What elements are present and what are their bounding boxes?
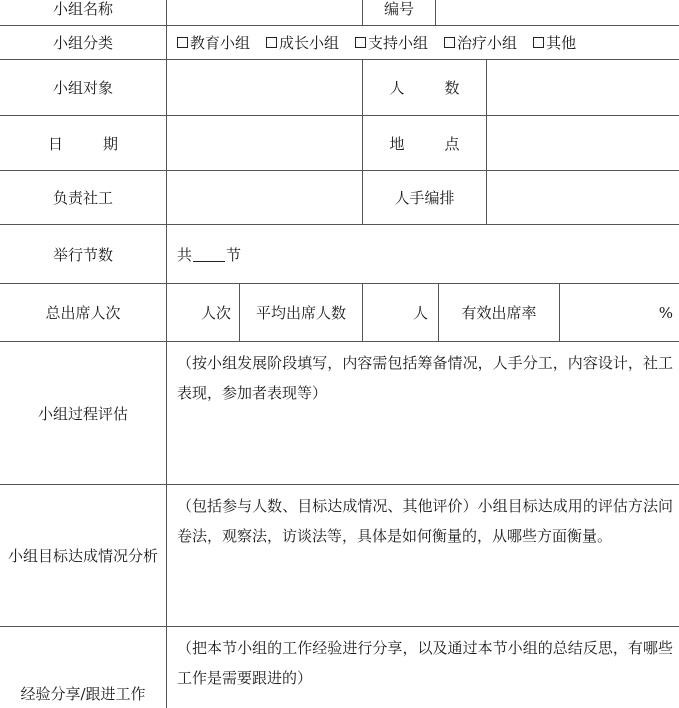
- sessions-blank[interactable]: [193, 246, 225, 262]
- place-label: 地 点: [389, 134, 460, 153]
- attendance-label: 总出席人次: [45, 304, 121, 322]
- experience-label: 经验分享/跟进工作: [20, 685, 146, 703]
- headcount-field[interactable]: [487, 60, 679, 115]
- category-option-support[interactable]: 支持小组: [355, 32, 428, 53]
- checkbox-icon: [266, 37, 277, 48]
- social-worker-field[interactable]: [167, 171, 362, 224]
- headcount-label: 人 数: [389, 79, 460, 97]
- avg-attendance-label: 平均出席人数: [255, 304, 346, 322]
- group-name-field[interactable]: [167, 0, 362, 25]
- target-field[interactable]: [167, 60, 362, 115]
- date-label: 日 期: [47, 134, 119, 153]
- avg-attendance-field[interactable]: 人: [412, 304, 428, 322]
- sessions-label: 举行节数: [52, 245, 113, 264]
- process-eval-field[interactable]: （按小组发展阶段填写，内容需包括筹备情况，人手分工，内容设计，社工表现，参加者表现等）: [177, 354, 673, 402]
- category-option-growth[interactable]: 成长小组: [266, 32, 339, 53]
- category-label: 小组分类: [52, 34, 113, 52]
- checkbox-icon: [533, 37, 544, 48]
- attendance-field[interactable]: 人次: [200, 304, 231, 322]
- group-name-label: 小组名称: [52, 0, 113, 18]
- checkbox-icon: [444, 37, 455, 48]
- number-field[interactable]: [436, 0, 679, 25]
- category-option-therapy[interactable]: 治疗小组: [444, 32, 517, 53]
- date-field[interactable]: [167, 116, 362, 170]
- target-label: 小组对象: [52, 79, 113, 97]
- staffing-label: 人手编排: [394, 189, 455, 207]
- checkbox-icon: [177, 37, 188, 48]
- goal-analysis-label: 小组目标达成情况分析: [7, 547, 158, 565]
- category-option-other[interactable]: 其他: [533, 32, 576, 53]
- staffing-field[interactable]: [487, 171, 679, 224]
- goal-analysis-field[interactable]: （包括参与人数、目标达成情况、其他评价）小组目标达成用的评估方法问卷法，观察法，访谈法等，具体是如何衡量的，从哪些方面衡量。: [177, 497, 673, 545]
- effective-rate-label: 有效出席率: [461, 304, 537, 322]
- effective-rate-field[interactable]: %: [658, 303, 673, 322]
- category-option-education[interactable]: 教育小组: [177, 32, 250, 53]
- process-eval-label: 小组过程评估: [37, 404, 128, 423]
- experience-field[interactable]: （把本节小组的工作经验进行分享，以及通过本节小组的总结反思，有哪些工作是需要跟进的）: [177, 639, 673, 687]
- number-label: 编号: [383, 0, 414, 18]
- place-field[interactable]: [487, 116, 679, 170]
- social-worker-label: 负责社工: [52, 189, 113, 207]
- category-options: [167, 26, 679, 59]
- sessions-field[interactable]: 共 节: [177, 245, 242, 264]
- checkbox-icon: [355, 37, 366, 48]
